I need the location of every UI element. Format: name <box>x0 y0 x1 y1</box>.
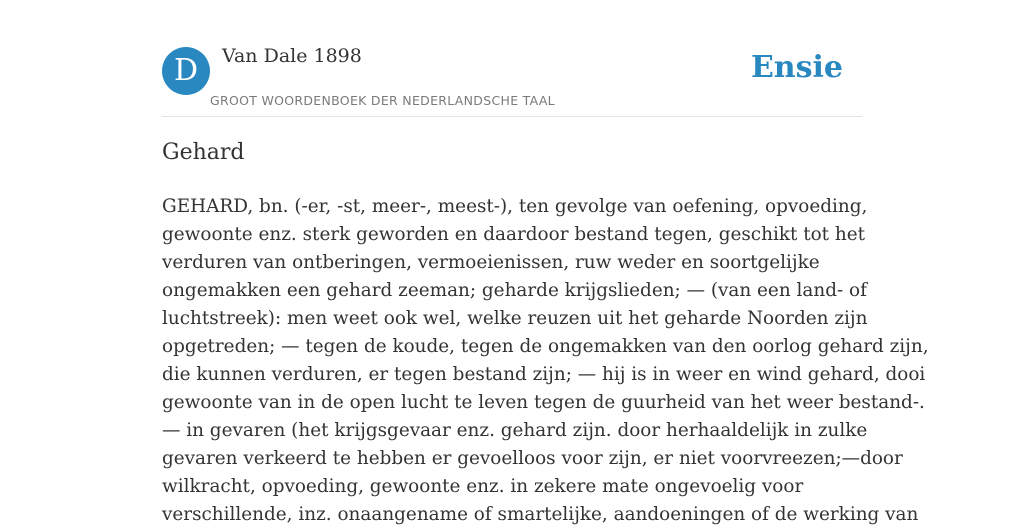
ensie-brand-logo[interactable]: Ensie <box>750 50 843 85</box>
dictionary-page <box>162 0 929 525</box>
entry-definition <box>162 193 929 529</box>
van-dale-logo[interactable]: D <box>162 47 210 95</box>
definition-line: GEHARD, bn. (-er, -st, meer-, meest-), ten gevolge van oefening, opvoeding, <box>162 196 868 217</box>
definition-line: wilkracht, opvoeding, gewoonte enz. in zekere mate ongevoelig voor <box>162 476 804 497</box>
definition-line: luchtstreek): men weet ook wel, welke reuzen uit het geharde Noorden zijn <box>162 308 868 329</box>
definition-line: — in gevaren (het krijgsgevaar enz. gehard zijn. door herhaaldelijk in zulke <box>162 420 868 441</box>
definition-line: opgetreden; — tegen de koude, tegen de ongemakken van den oorlog gehard zijn, <box>162 336 929 357</box>
definition-line: gewoonte enz. sterk geworden en daardoor bestand tegen, geschikt tot het <box>162 224 866 245</box>
source-title[interactable]: Van Dale 1898 <box>222 45 362 67</box>
definition-line: die kunnen verduren, er tegen bestand zijn; — hij is in weer en wind gehard, dooi <box>162 364 926 385</box>
source-subtitle: GROOT WOORDENBOEK DER NEDERLANDSCHE TAAL <box>210 93 555 108</box>
definition-line: gevaren verkeerd te hebben er gevoelloos voor zijn, er niet voorvreezen;—door <box>162 448 903 469</box>
entry-title: Gehard <box>162 140 245 165</box>
definition-line: verduren van ontberingen, vermoeienissen, ruw weder en soortgelijke <box>162 252 820 273</box>
source-header <box>162 0 862 117</box>
definition-line: gewoonte van in de open lucht te leven tegen de guurheid van het weer bestand-. <box>162 392 925 413</box>
definition-line: ongemakken een gehard zeeman; geharde krijgslieden; — (van een land- of <box>162 280 867 301</box>
definition-line: verschillende, inz. onaangename of smartelijke, aandoeningen of de werking van <box>162 504 919 525</box>
